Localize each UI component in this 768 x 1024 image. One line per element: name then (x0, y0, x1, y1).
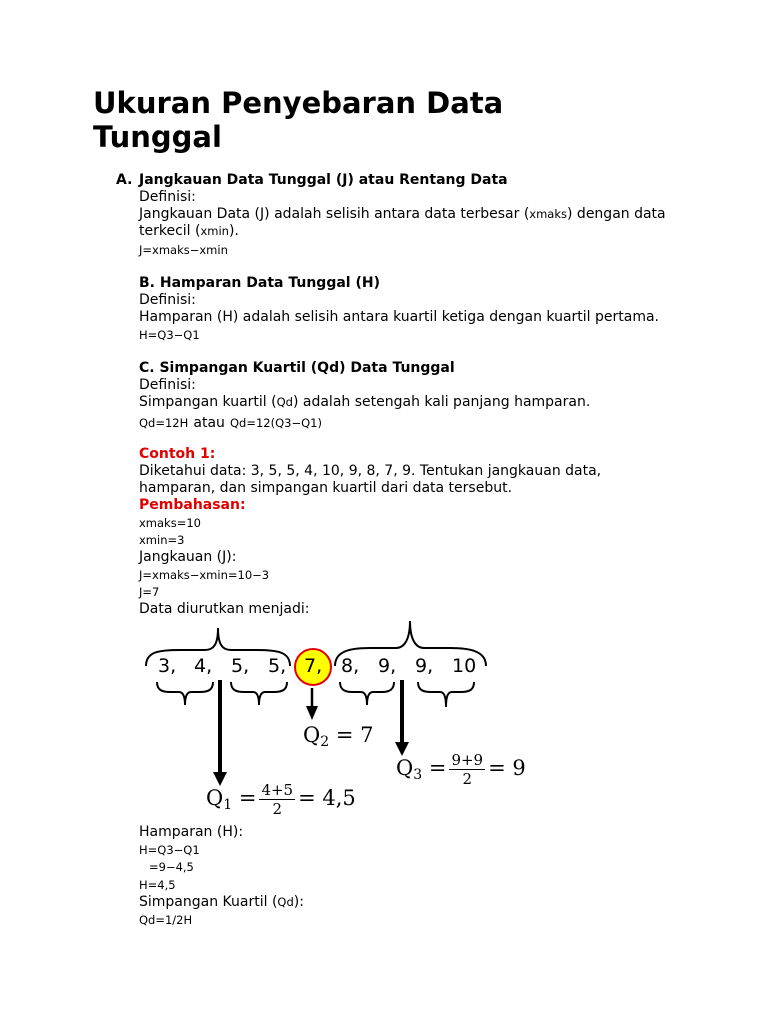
sorted-label: Data diurutkan menjadi: (139, 601, 310, 617)
q1-equation: $Q_1$ = $\frac{4+5}{2}$ = 4,5 (206, 781, 356, 818)
solution-heading: Pembahasan: (139, 497, 246, 513)
range-label: Jangkauan (J): (139, 549, 237, 565)
page-title: Ukuran Penyebaran Data Tunggal (93, 86, 504, 154)
section-b-def-text: Hamparan (H) adalah selisih antara kuartil ketiga dengan kuartil pertama. (139, 309, 659, 325)
h-result: H=4,5 (139, 878, 176, 892)
section-b-formula: H=Q3−Q1 (139, 328, 200, 342)
section-a-def-label: Definisi: (139, 189, 196, 205)
example-text-line1: Diketahui data: 3, 5, 5, 4, 10, 9, 8, 7, 9. Tentukan jangkauan data, (139, 463, 602, 479)
seq-item: 9, (378, 655, 397, 677)
section-b-def-label: Definisi: (139, 292, 196, 308)
q1-left-pair-brace (157, 682, 213, 705)
section-c-def-text: Simpangan kuartil (Qd) adalah setengah kali panjang hamparan. (139, 394, 591, 410)
xmin-value: xmin=3 (139, 533, 185, 547)
section-a-def-line1: Jangkauan Data (J) adalah selisih antara data terbesar (xmaks) dengan data (139, 206, 666, 222)
q1-right-pair-brace (231, 682, 287, 705)
section-a-heading: Jangkauan Data Tunggal (J) atau Rentang Data (139, 172, 508, 188)
seq-item: 9, (415, 655, 434, 677)
section-c-formula: Qd=12H atau Qd=12(Q3−Q1) (139, 415, 322, 431)
section-a-formula: J=xmaks−xmin (139, 243, 228, 257)
seq-item: 4, (194, 655, 213, 677)
seq-item: 8, (341, 655, 360, 677)
xmaks-value: xmaks=10 (139, 516, 201, 530)
qd-formula: Qd=1/2H (139, 913, 193, 927)
q3-equation: $Q_3$ = $\frac{9+9}{2}$ = 9 (396, 751, 526, 788)
q2-equation: $Q_2 = 7$ (303, 723, 374, 750)
section-a-def-line2: terkecil (xmin). (139, 223, 239, 239)
seq-item: 10 (452, 655, 477, 677)
h-formula: H=Q3−Q1 (139, 843, 200, 857)
qd-label: Simpangan Kuartil (Qd): (139, 894, 304, 910)
seq-item: 5, (268, 655, 287, 677)
section-b-heading: B. Hamparan Data Tunggal (H) (139, 275, 380, 291)
h-substitution: =9−4,5 (149, 860, 194, 874)
q3-right-pair-brace (418, 682, 474, 707)
section-a-marker: A. (116, 172, 133, 188)
seq-item-median: 7, (304, 655, 323, 677)
seq-item: 5, (231, 655, 250, 677)
example-text-line2: hamparan, dan simpangan kuartil dari data tersebut. (139, 480, 513, 496)
section-c-heading: C. Simpangan Kuartil (Qd) Data Tunggal (139, 360, 455, 376)
range-calculation: J=xmaks−xmin=10−3 (139, 568, 270, 582)
range-result: J=7 (139, 585, 160, 599)
q2-arrow (306, 706, 318, 720)
seq-item: 3, (158, 655, 177, 677)
section-c-def-label: Definisi: (139, 377, 196, 393)
q3-left-pair-brace (340, 682, 394, 705)
example-heading: Contoh 1: (139, 446, 216, 462)
h-label: Hamparan (H): (139, 824, 244, 840)
